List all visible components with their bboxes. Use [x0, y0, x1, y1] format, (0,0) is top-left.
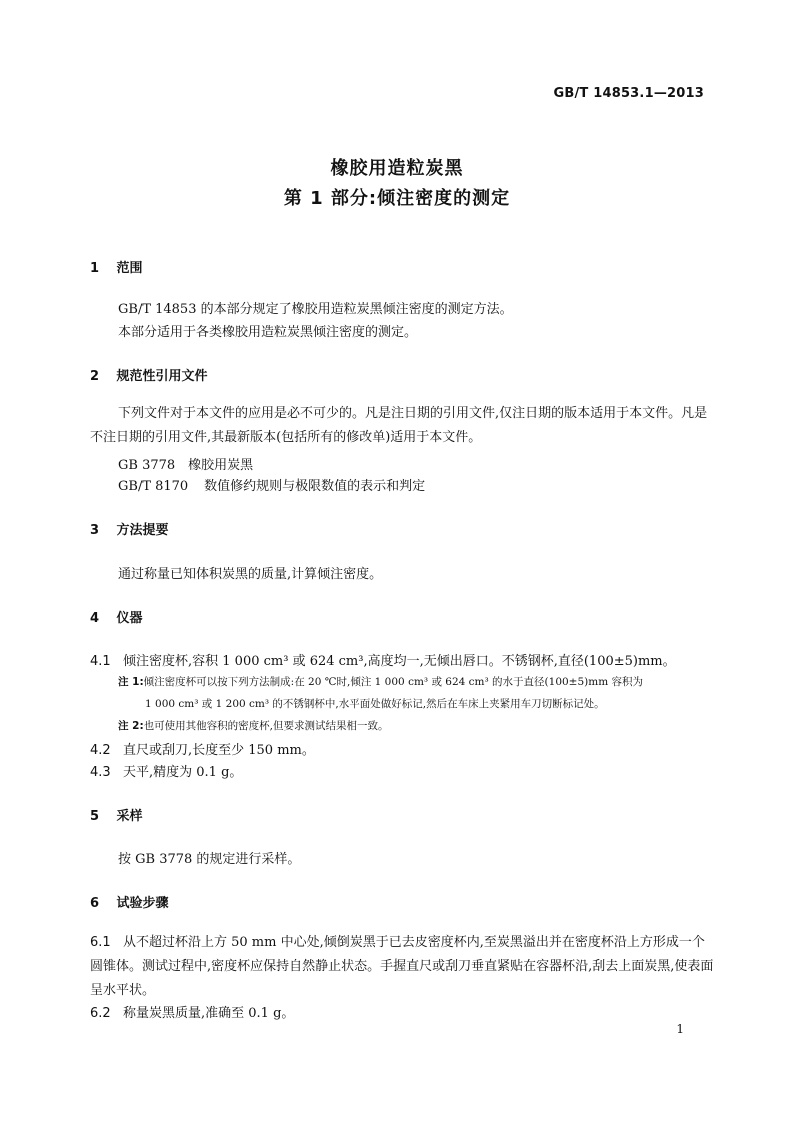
section-title: 采样 — [116, 809, 143, 824]
clause-6-2 — [90, 1002, 294, 1021]
section-2-paragraph: 下列文件对于本文件的应用是必不可少的。凡是注日期的引用文件,仅注日期的版本适用于本文件。凡是不注日期的引用文件,其最新版本(包括所有的修改单)适用于本文件。 — [90, 406, 708, 445]
section-1-heading — [90, 257, 143, 276]
section-number: 6 — [90, 896, 100, 911]
section-title: 方法提要 — [116, 523, 169, 538]
clause-number: 4.1 — [90, 654, 111, 669]
clause-text: 称量炭黑质量,准确至 0.1 g。 — [123, 1006, 295, 1021]
clause-text: 倾注密度杯,容积 1 000 cm³ 或 624 cm³,高度均一,无倾出唇口。不锈钢杯,直径(100±5)mm。 — [123, 654, 676, 669]
section-title: 范围 — [116, 261, 143, 276]
section-3-heading — [90, 519, 169, 538]
section-1-paragraph-1: GB/T 14853 的本部分规定了橡胶用造粒炭黑倾注密度的测定方法。 — [118, 302, 513, 317]
reference-title: 数值修约规则与极限数值的表示和判定 — [204, 479, 426, 494]
section-number: 2 — [90, 369, 100, 384]
note-label: 注 2: — [118, 720, 144, 732]
section-3-paragraph: 通过称量已知体积炭黑的质量,计算倾注密度。 — [118, 567, 383, 582]
reference-item — [118, 454, 253, 473]
note-2 — [118, 718, 389, 733]
clause-6-1 — [90, 931, 715, 1003]
section-6-heading — [90, 892, 169, 911]
clause-number: 6.2 — [90, 1006, 111, 1021]
clause-text: 从不超过杯沿上方 50 mm 中心处,倾倒炭黑于已去皮密度杯内,至炭黑溢出并在密度杯沿上方形成一个圆锥体。测试过程中,密度杯应保持自然静止状态。手握直尺或刮刀垂直紧贴在容器杯沿,刮去上面炭黑,使表面呈水平状。 — [90, 935, 714, 998]
section-5-paragraph: 按 GB 3778 的规定进行采样。 — [118, 852, 301, 867]
note-1-continuation: 1 000 cm³ 或 1 200 cm³ 的不锈钢杯中,水平面处做好标记,然后在车床上夹紧用车刀切断标记处。 — [145, 698, 605, 710]
section-title: 试验步骤 — [116, 896, 169, 911]
page-number: 1 — [676, 1022, 684, 1036]
clause-text: 直尺或刮刀,长度至少 150 mm。 — [123, 743, 315, 758]
document-title: 橡胶用造粒炭黑 — [330, 158, 464, 179]
clause-number: 4.2 — [90, 743, 111, 758]
section-number: 4 — [90, 611, 100, 626]
clause-4-2 — [90, 739, 315, 758]
note-text: 倾注密度杯可以按下列方法制成:在 20 ℃时,倾注 1 000 cm³ 或 624 cm³ 的水于直径(100±5)mm 容积为 — [143, 676, 644, 688]
clause-4-1 — [90, 650, 676, 669]
section-1-paragraph-2: 本部分适用于各类橡胶用造粒炭黑倾注密度的测定。 — [118, 325, 418, 340]
section-4-heading — [90, 607, 143, 626]
note-label: 注 1: — [118, 676, 144, 688]
section-title: 规范性引用文件 — [116, 369, 208, 384]
standard-code: GB/T 14853.1—2013 — [553, 86, 704, 101]
clause-text: 天平,精度为 0.1 g。 — [123, 765, 243, 780]
document-subtitle: 第 1 部分:倾注密度的测定 — [283, 188, 511, 209]
clause-number: 6.1 — [90, 935, 111, 950]
section-number: 3 — [90, 523, 100, 538]
section-2-heading — [90, 365, 208, 384]
note-1 — [118, 674, 643, 689]
section-number: 5 — [90, 809, 100, 824]
reference-item — [118, 475, 425, 494]
clause-4-3 — [90, 761, 242, 780]
section-number: 1 — [90, 261, 100, 276]
clause-number: 4.3 — [90, 765, 111, 780]
section-title: 仪器 — [116, 611, 143, 626]
section-5-heading — [90, 805, 143, 824]
reference-code: GB 3778 — [118, 458, 176, 473]
reference-code: GB/T 8170 — [118, 479, 189, 494]
reference-title: 橡胶用炭黑 — [188, 458, 254, 473]
note-text: 也可使用其他容积的密度杯,但要求测试结果相一致。 — [143, 720, 389, 732]
